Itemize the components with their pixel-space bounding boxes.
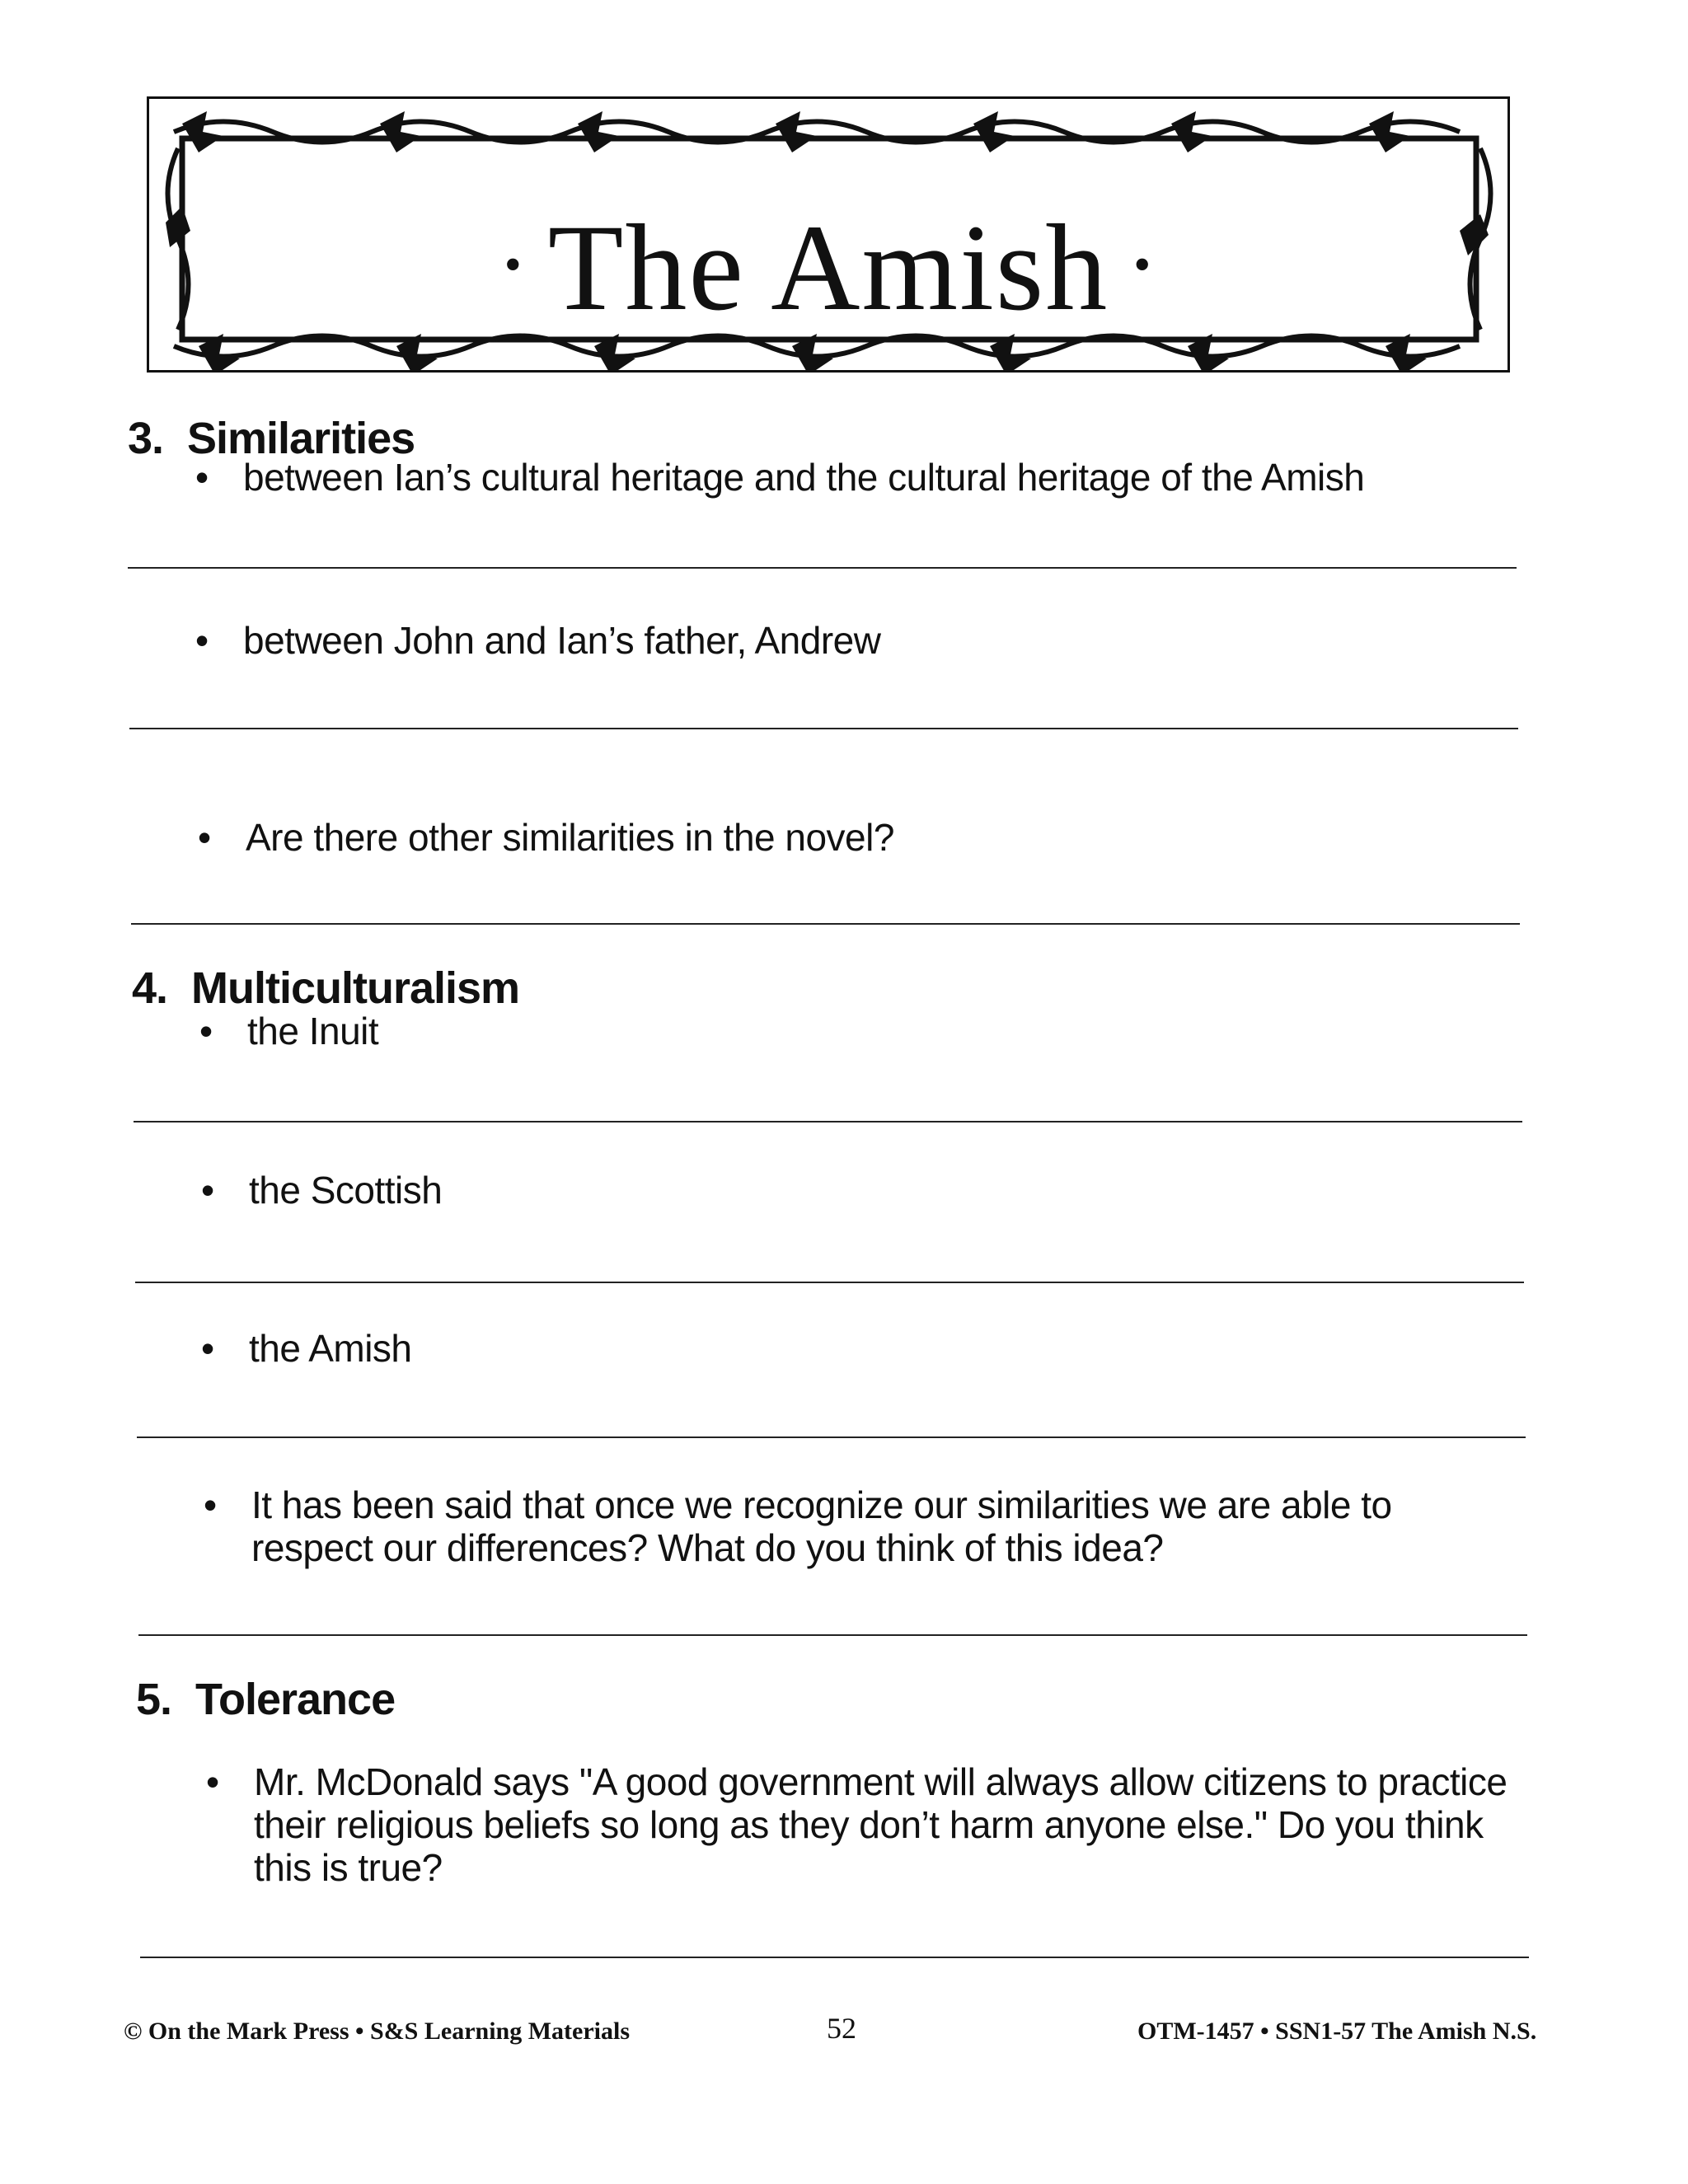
bullet-text: between Ian’s cultural heritage and the cultural heritage of the Amish: [243, 456, 1365, 499]
bullet-mark: •: [195, 619, 209, 662]
list-item: [198, 816, 1523, 859]
section-heading-similarities: [128, 416, 415, 461]
answer-line[interactable]: [135, 1282, 1524, 1283]
list-item: [199, 1010, 1525, 1052]
bullet-mark: •: [201, 1327, 214, 1370]
section-title: Multiculturalism: [191, 963, 520, 1013]
list-item: [206, 1760, 1527, 1889]
section-title: Tolerance: [195, 1675, 396, 1724]
title-dot-left: •: [504, 237, 523, 292]
footer-publisher: © On the Mark Press • S&S Learning Materials: [124, 2018, 630, 2045]
answer-line[interactable]: [131, 923, 1520, 925]
answer-line[interactable]: [129, 728, 1518, 729]
bullet-text: the Amish: [249, 1327, 412, 1370]
list-item: [201, 1169, 1526, 1212]
section-number: 4.: [132, 963, 168, 1013]
answer-line[interactable]: [134, 1121, 1522, 1122]
section-title: Similarities: [187, 414, 415, 463]
bullet-mark: •: [198, 816, 211, 859]
list-item: [195, 619, 1521, 662]
bullet-text: the Inuit: [247, 1010, 379, 1052]
list-item: [195, 456, 1521, 499]
bullet-text: Are there other similarities in the novel?: [246, 816, 894, 859]
bullet-text: Mr. McDonald says "A good government will always allow citizens to practice their religious beliefs so long as they don’t harm anyone else." Do you think this is true?: [254, 1760, 1507, 1889]
list-item: [201, 1327, 1526, 1370]
list-item: [204, 1483, 1521, 1569]
bullet-text: between John and Ian’s father, Andrew: [243, 619, 881, 662]
page-number: 52: [827, 2012, 856, 2045]
page-title: [149, 199, 1507, 336]
answer-line[interactable]: [138, 1634, 1527, 1636]
bullet-text: It has been said that once we recognize our similarities we are able to respect our differences? What do you think of this idea?: [251, 1483, 1392, 1569]
title-dot-right: •: [1133, 237, 1153, 292]
bullet-text: the Scottish: [249, 1169, 443, 1212]
section-heading-multiculturalism: [132, 963, 520, 1013]
bullet-mark: •: [204, 1483, 217, 1526]
footer-product-code: OTM-1457 • SSN1-57 The Amish N.S.: [1137, 2018, 1537, 2045]
section-number: 3.: [128, 414, 164, 463]
answer-line[interactable]: [140, 1957, 1529, 1958]
bullet-mark: •: [195, 456, 209, 499]
bullet-mark: •: [201, 1169, 214, 1212]
section-number: 5.: [136, 1675, 172, 1724]
answer-line[interactable]: [128, 567, 1517, 569]
title-text: The Amish: [547, 199, 1109, 336]
bullet-mark: •: [206, 1760, 219, 1803]
answer-line[interactable]: [137, 1436, 1526, 1438]
section-heading-tolerance: [136, 1677, 395, 1722]
bullet-mark: •: [199, 1010, 213, 1052]
title-banner: [147, 96, 1510, 373]
